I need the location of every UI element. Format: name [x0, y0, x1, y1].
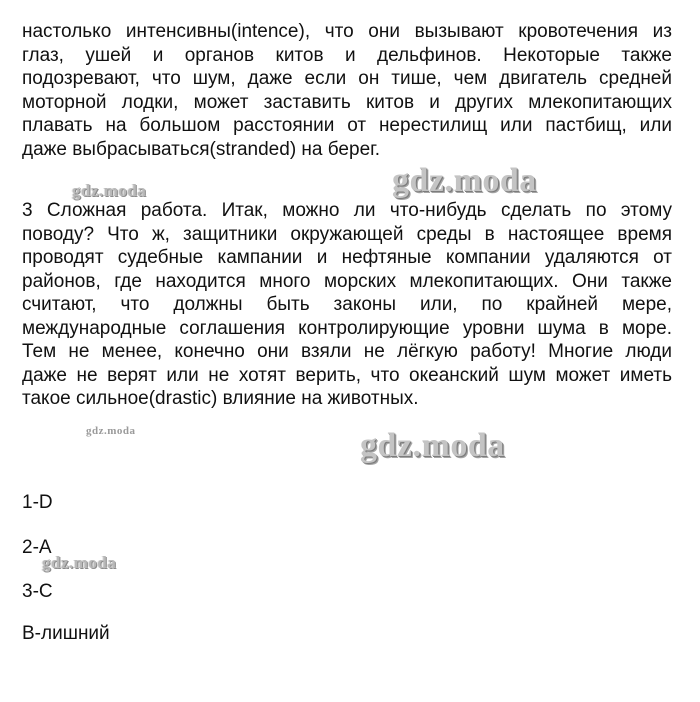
text-line: международные соглашения контролирующие уровни шума в море.	[22, 317, 672, 339]
text-line: проводят судебные кампании и нефтяные компании удаляются от	[22, 247, 672, 268]
watermark: gdz.moda	[72, 181, 147, 200]
text-line: глаз, ушей и органов китов и дельфинов. Некоторые также	[22, 44, 672, 66]
text-line: такое сильное(drastic) влияние на животных.	[22, 388, 419, 409]
answer-4: B-лишний	[22, 623, 110, 644]
text-line: даже не верят или не хотят верить, что океанский шум может иметь	[22, 364, 672, 386]
text-line: подозревают, что шум, даже если он тише, чем двигатель средней	[22, 68, 672, 89]
text-line: моторной лодки, может заставить китов и других млекопитающих	[22, 91, 672, 113]
text-line: поводу? Что ж, защитники окружающей среды в настоящее время	[22, 223, 672, 245]
answer-1: 1-D	[22, 492, 53, 513]
text-line: настолько интенсивны(intence), что они вызывают кровотечения из	[22, 21, 672, 42]
text-line: плавать на большом расстоянии от нерестилищ или пастбищ, или	[22, 115, 672, 136]
text-line: даже выбрасываться(stranded) на берег.	[22, 138, 381, 160]
watermark: gdz.moda	[392, 162, 537, 199]
text-line: районов, где находится много морских млекопитающих. Они также	[22, 270, 672, 292]
answer-3: 3-C	[22, 581, 53, 602]
paragraph-1	[22, 20, 672, 161]
answer-2: 2-A	[22, 537, 52, 558]
watermark: gdz.moda	[86, 425, 136, 437]
watermark: gdz.moda	[42, 553, 117, 572]
text-line: 3 Сложная работа. Итак, можно ли что-нибудь сделать по этому	[22, 200, 672, 221]
text-line: считают, что должны быть законы или, по крайней мере,	[22, 294, 672, 315]
watermark: gdz.moda	[360, 427, 505, 464]
text-line: Тем не менее, конечно они взяли не лёгкую работу! Многие люди	[22, 341, 672, 362]
paragraph-2	[22, 199, 672, 411]
